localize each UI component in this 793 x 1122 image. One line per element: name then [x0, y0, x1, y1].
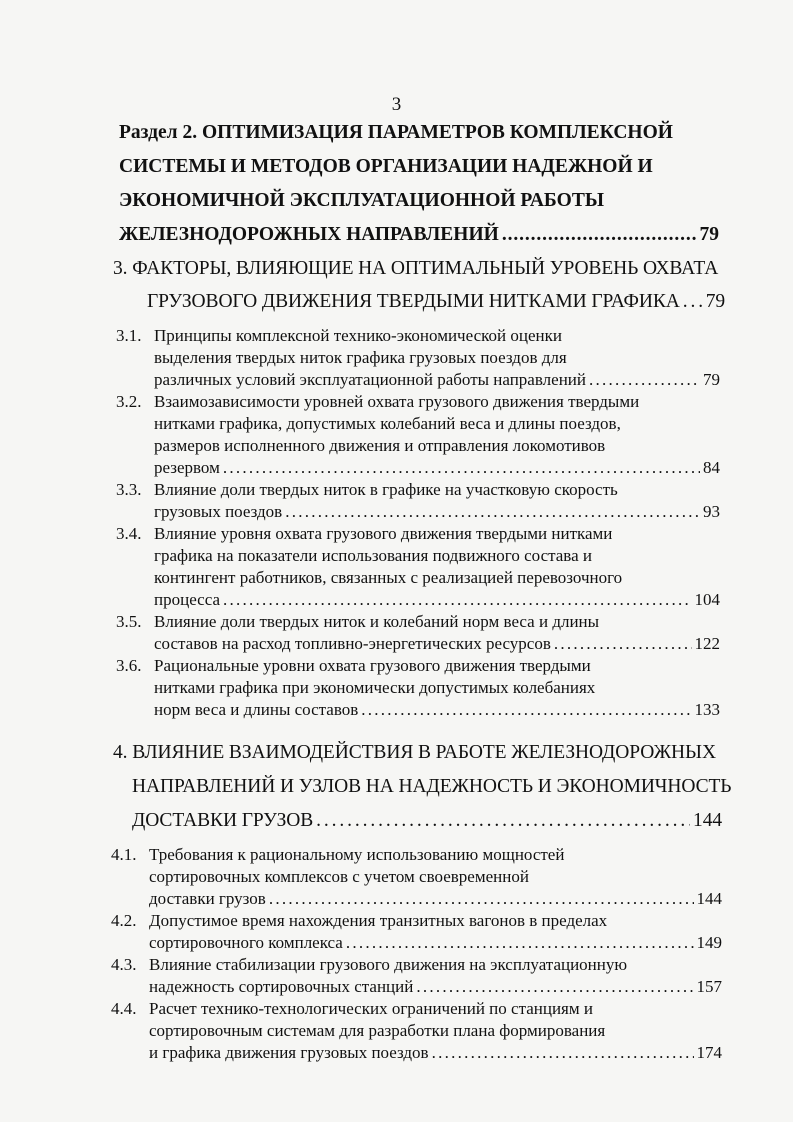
- item-line: нитками графика при экономически допустимых колебаниях: [154, 678, 596, 697]
- item-line: Требования к рациональному использованию мощностей: [149, 845, 565, 864]
- chapter-3-title-line-1: 3. ФАКТОРЫ, ВЛИЯЮЩИЕ НА ОПТИМАЛЬНЫЙ УРОВЕНЬ ОХВАТА: [113, 258, 719, 279]
- item-last-line: [154, 634, 720, 654]
- leader-dots: [432, 1043, 694, 1063]
- item-line: выделения твердых ниток графика грузовых поездов для: [154, 348, 567, 367]
- section-line-4-text: ЖЕЛЕЗНОДОРОЖНЫХ НАПРАВЛЕНИЙ: [119, 224, 499, 245]
- item-line: нитками графика, допустимых колебаний веса и длины поездов,: [154, 414, 621, 433]
- item-number: 3.5.: [116, 612, 142, 631]
- item-number: 3.4.: [116, 524, 142, 543]
- item-page: 144: [696, 889, 722, 908]
- item-last-line: [149, 933, 722, 953]
- item-last-line: [154, 590, 720, 610]
- item-line: Влияние доли твердых ниток в графике на участковую скорость: [154, 480, 618, 499]
- item-page: 104: [694, 590, 720, 609]
- item-last-text: процесса: [154, 590, 221, 609]
- item-page: 157: [696, 977, 722, 996]
- leader-dots: [223, 590, 691, 610]
- item-line: Влияние доли твердых ниток и колебаний норм веса и длины: [154, 612, 600, 631]
- section-page: 79: [699, 224, 719, 245]
- item-last-line: [149, 977, 722, 997]
- chapter-4-title-line-1: 4. ВЛИЯНИЕ ВЗАИМОДЕЙСТВИЯ В РАБОТЕ ЖЕЛЕЗНОДОРОЖНЫХ: [113, 742, 716, 763]
- leader-dots: [683, 291, 703, 313]
- item-line: сортировочных комплексов с учетом своевременной: [149, 867, 529, 886]
- item-last-text: составов на расход топливно-энергетических ресурсов: [154, 634, 551, 653]
- chapter-4-page: 144: [693, 810, 722, 831]
- item-line: Взаимозависимости уровней охвата грузового движения твердыми: [154, 392, 640, 411]
- item-last-text: надежность сортировочных станций: [149, 977, 414, 996]
- item-line: Влияние стабилизации грузового движения на эксплуатационную: [149, 955, 628, 974]
- item-page: 79: [703, 370, 720, 389]
- chapter-4-title-line-2: НАПРАВЛЕНИЙ И УЗЛОВ НА НАДЕЖНОСТЬ И ЭКОНОМИЧНОСТЬ: [132, 776, 732, 797]
- item-last-text: и графика движения грузовых поездов: [149, 1043, 429, 1062]
- item-number: 4.2.: [111, 911, 137, 930]
- item-number: 3.2.: [116, 392, 142, 411]
- leader-dots: [589, 370, 700, 390]
- leader-dots: [316, 810, 690, 832]
- item-last-text: норм веса и длины составов: [154, 700, 359, 719]
- leader-dots: [285, 502, 700, 522]
- item-page: 133: [694, 700, 720, 719]
- chapter-4-title-line-3-text: ДОСТАВКИ ГРУЗОВ: [132, 810, 314, 831]
- leader-dots: [269, 889, 694, 909]
- item-line: контингент работников, связанных с реализацией перевозочного: [154, 568, 623, 587]
- chapter-3-title-line-2-text: ГРУЗОВОГО ДВИЖЕНИЯ ТВЕРДЫМИ НИТКАМИ ГРАФИКА: [147, 291, 680, 312]
- item-last-line: [154, 700, 720, 720]
- section-line-1: Раздел 2. ОПТИМИЗАЦИЯ ПАРАМЕТРОВ КОМПЛЕКСНОЙ: [119, 122, 673, 143]
- item-page: 149: [696, 933, 722, 952]
- item-line: сортировочным системам для разработки плана формирования: [149, 1021, 606, 1040]
- item-last-text: сортировочного комплекса: [149, 933, 343, 952]
- leader-dots: [502, 224, 697, 246]
- item-number: 4.4.: [111, 999, 137, 1018]
- item-number: 4.1.: [111, 845, 137, 864]
- item-last-line: [154, 370, 720, 390]
- section-line-3: ЭКОНОМИЧНОЙ ЭКСПЛУАТАЦИОННОЙ РАБОТЫ: [119, 190, 605, 211]
- leader-dots: [554, 634, 692, 654]
- page-number: 3: [391, 94, 402, 115]
- leader-dots: [416, 977, 693, 997]
- item-number: 3.3.: [116, 480, 142, 499]
- section-line-2: СИСТЕМЫ И МЕТОДОВ ОРГАНИЗАЦИИ НАДЕЖНОЙ И: [119, 156, 653, 177]
- section-line-4: [119, 224, 719, 246]
- item-page: 174: [696, 1043, 722, 1062]
- item-last-line: [154, 502, 720, 522]
- item-page: 84: [703, 458, 720, 477]
- item-line: размеров исполненного движения и отправления локомотивов: [154, 436, 606, 455]
- item-number: 4.3.: [111, 955, 137, 974]
- item-line: Расчет технико-технологических ограничений по станциям и: [149, 999, 593, 1018]
- item-line: Рациональные уровни охвата грузового движения твердыми: [154, 656, 591, 675]
- item-line: графика на показатели использования подвижного состава и: [154, 546, 592, 565]
- leader-dots: [361, 700, 691, 720]
- item-last-text: резервом: [154, 458, 220, 477]
- chapter-4-title-line-3: [132, 810, 722, 832]
- item-last-line: [154, 458, 720, 478]
- item-line: Влияние уровня охвата грузового движения твердыми нитками: [154, 524, 613, 543]
- item-line: Принципы комплексной технико-экономической оценки: [154, 326, 562, 345]
- leader-dots: [223, 458, 700, 478]
- item-page: 93: [703, 502, 720, 521]
- item-page: 122: [694, 634, 720, 653]
- item-last-text: грузовых поездов: [154, 502, 283, 521]
- item-last-text: различных условий эксплуатационной работы направлений: [154, 370, 586, 389]
- item-number: 3.6.: [116, 656, 142, 675]
- item-number: 3.1.: [116, 326, 142, 345]
- chapter-3-page: 79: [705, 291, 726, 312]
- item-last-line: [149, 889, 722, 909]
- item-last-line: [149, 1043, 722, 1063]
- item-line: Допустимое время нахождения транзитных вагонов в пределах: [149, 911, 608, 930]
- leader-dots: [346, 933, 694, 953]
- chapter-3-title-line-2: [147, 291, 726, 313]
- item-last-text: доставки грузов: [149, 889, 266, 908]
